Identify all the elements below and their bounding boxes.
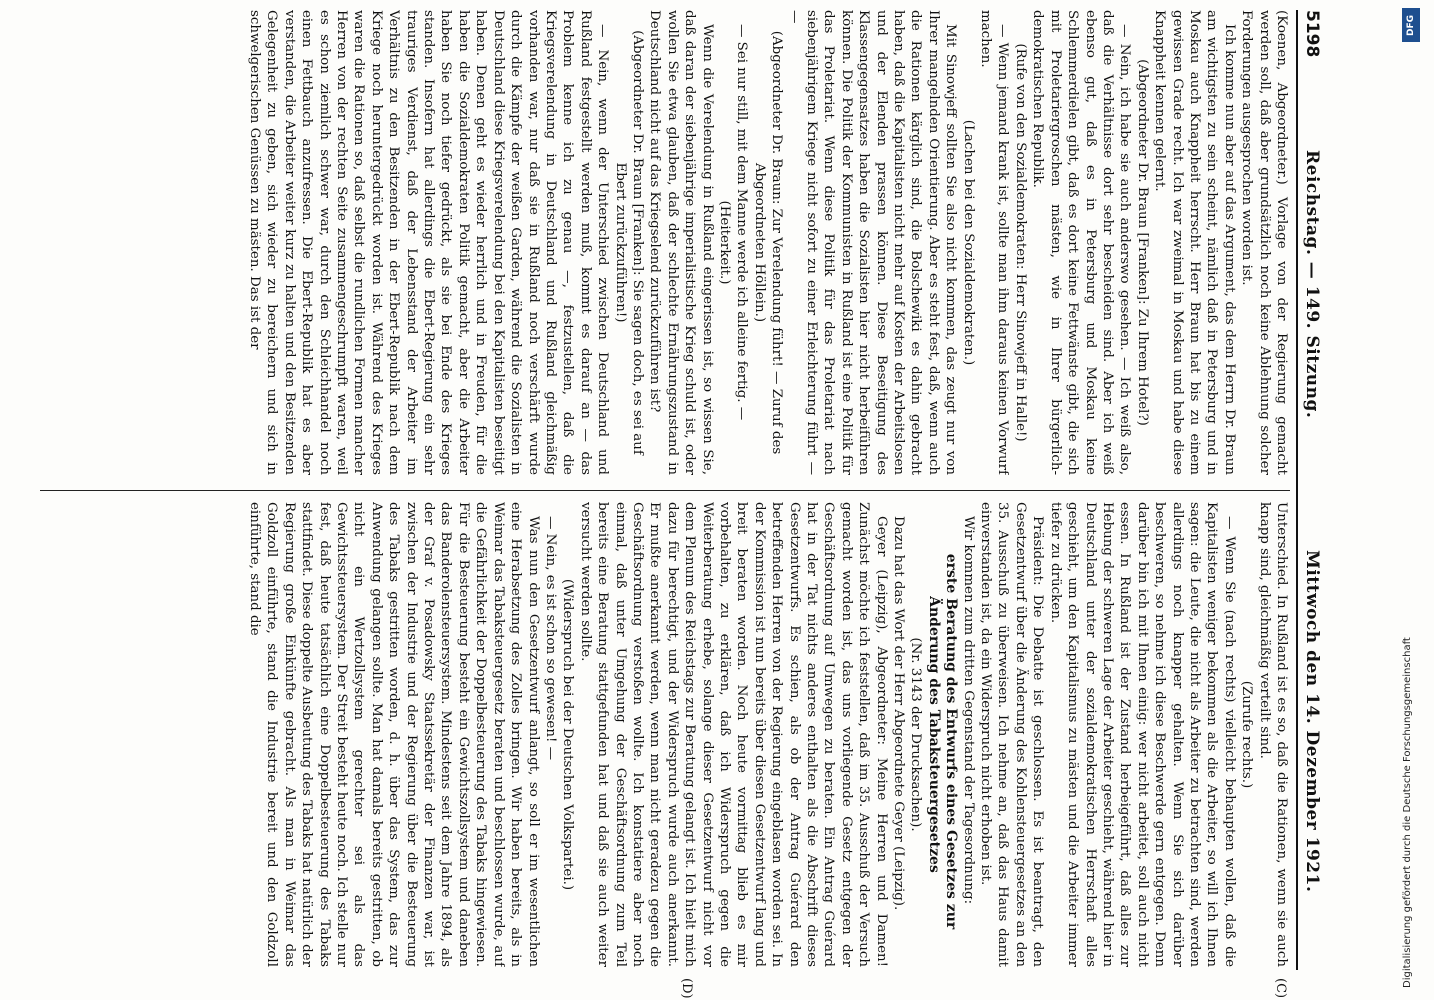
paragraph: Unterschied. In Rußland ist es so, daß die Rationen, wenn sie auch knapp sind, gleichmäßig verteilt sind. — [1256, 502, 1289, 967]
paragraph: Mit Sinowjeff sollten Sie also nicht kommen, das zeugt nur von Ihrer mangelnden Orientierung. Aber es steht fest, daß, wenn auch die Rationen kärglich sind, die Bolschewiki es dahin gebracht haben, daß die Kapitalisten nicht mehr auf Kosten der Arbeitslosen und der Elenden prassen können. Diese Beseitigung des Klassengegensatzes haben die Sozialisten hier nicht herbeiführen können. Die Politik der Kommunisten in Rußland ist eine Politik für das Proletariat. Wenn diese Politik für das Proletariat nach siebenjährigem Kriege nicht sofort zu einer Erleichterung führt — — — [786, 10, 959, 475]
paragraph: — Wenn Sie (nach rechts) vielleicht behaupten wollen, daß die Kapitalisten weniger bekommen als die Arbeiter, so will ich Ihnen sagen: die Leute, die nicht als Arbeiter zu betrachten sind, werden allerdings noch knapper gehalten. Wenn Sie sich darüber beschweren, so nehme ich diese Beschwerde gern entgegen. Denn darüber bin ich mit Ihnen einig: wer nicht arbeitet, soll auch nicht essen. In Rußland ist der Zustand herbeigeführt, daß alles zur Hebung der schweren Lage der Arbeiter geschieht, während hier in Deutschland unter der sozialdemokratischen Herrschaft alles geschieht, um den Kapitalismus zu mästen und die Arbeiter immer tiefer zu drücken. — [1047, 502, 1237, 967]
paragraph: (Koenen, Abgeordneter.) Vorlage von der Regierung gemacht werden soll, daß aber grundsätzlich noch keine Ablehnung solcher Forderungen ausgesprochen worden ist. — [1239, 10, 1289, 475]
running-header — [1296, 10, 1324, 970]
margin-marker-c: (C) — [1273, 978, 1288, 999]
interjection: (Rufe von den Sozialdemokraten: Herr Sinowjeff in Halle!) — [1012, 43, 1028, 442]
interjection: (Widerspruch bei der Deutschen Volkspartei.) — [560, 578, 576, 891]
paragraph: Präsident: Die Debatte ist geschlossen. Es ist beantragt, den Gesetzentwurf über die Änderung des Kohlensteuergesetzes an den 35. Ausschuß zu überweisen. Ich nehme an, daß das Haus damit einverstanden ist, da ein Widerspruch nicht erhoben ist. — [978, 502, 1046, 967]
paragraph: Ich komme nun aber auf das Argument, das dem Herrn Dr. Braun am wichtigsten zu sein scheint, nämlich daß in Petersburg und in Moskau auch Knappheit herrscht. Herr Braun hat bis zu einem gewissen Grade recht. Ich war zweimal in Moskau und habe diese Knappheit kennen gelernt. — [1152, 10, 1237, 475]
agenda-item-reference: (Nr. 3143 der Drucksachen). — [908, 637, 924, 832]
margin-marker-d: (D) — [679, 978, 694, 999]
interjection: (Abgeordneter Dr. Braun [Franken]: Zu Ihrem Hotel?) — [1134, 59, 1150, 426]
right-column — [30, 502, 1290, 967]
paragraph: Dazu hat das Wort der Herr Abgeordnete Geyer (Leipzig). — [891, 516, 907, 911]
header-date: Mittwoch den 14. Dezember 1921. — [1302, 550, 1322, 893]
interjection: (Lachen bei den Sozialdemokraten.) — [960, 119, 976, 366]
header-session-title: Reichstag. — 149. Sitzung. — [1302, 150, 1322, 419]
interjection: (Heiterkeit.) — [717, 200, 732, 285]
paragraph: — Nein, es ist schon so gewesen! — — [542, 516, 558, 761]
paragraph: — Nein, ich habe sie auch anderswo gesehen. — Ich weiß also, daß die Verhältnisse dort sehr bescheiden sind. Aber ich weiß ebenso gut, daß es in Petersburg und Moskau keine Schlemmerdielen gibt, daß es dort keine Fettwänste gibt, die sich mit Proletariergroschen mästen, wie in Ihrer bürgerlich-demokratischen Republik. — [1030, 10, 1133, 475]
interjection: (Abgeordneter Dr. Braun [Franken]: Sie sagen doch, es sei auf Ebert zurückzuführen!) — [612, 30, 645, 455]
paragraph: — Nein, wenn der Unterschied zwischen Deutschland und Rußland festgestellt werden muß, kommt es darauf an — das Problem kenne ich zu genau —, festzustellen, daß die Kriegsverelendung in Deutschland und Rußland gleichmäßig vorhanden war, nur daß sie in Rußland noch verschärft wurde durch die Kämpfe der weißen Garden, während die Sozialisten in Deutschland diese Kriegsverelendung bei den Kapitalisten beseitigt haben. Denen geht es wieder herrlich und in Freuden, für die haben die Sozialdemokraten Politik gemacht, aber die Arbeiter haben Sie noch tiefer gedrückt, als sie bei Ende des Krieges standen. Insofern hat allerdings die Ebert-Regierung ein sehr trauriges Verdienst, daß der Lebensstand der Arbeiter im Verhältnis zu den Besitzenden in der Ebert-Republik nach dem Kriege noch heruntergedrückt worden ist. Während des Krieges waren die Rationen so, daß selbst die rundlichen Formen mancher Herren von der rechten Seite zusammengeschrumpft waren, weil es schon ziemlich schwer war, durch den Schleichhandel noch einen Fettbauch anzufressen. Die Ebert-Republik hat es aber verstanden, die Arbeiter weiter kurz zu halten und den Besitzenden Gelegenheit zu geben, sich wieder zu bereichern und sich in schwelgerischen Genüssen zu mästen. Das ist der — [247, 10, 611, 475]
paragraph: Wir kommen zum dritten Gegenstand der Tagesordnung: — [960, 516, 976, 905]
page-body — [14, 10, 1324, 999]
interjection: (Abgeordneter Dr. Braun: Zur Verelendung führt! — Zuruf des Abgeordneten Höllein.) — [751, 30, 785, 455]
column-divider — [40, 490, 1290, 491]
paragraph: Was nun den Gesetzentwurf anlangt, so soll er im wesentlichen eine Herabsetzung des Zolles bringen. Wir haben bereits, als in Weimar das Tabaksteuergesetz beraten und beschlossen wurde, auf die Gefährlichkeit der Doppelbesteuerung des Tabaks hingewiesen. Für die Besteuerung besteht ein Gewichtszollsystem und daneben das Banderolensteuersystem. Mindestens seit dem Jahre 1894, als der Graf v. Posadowsky Staatssekretär der Finanzen war, ist zwischen der Industrie und der Regierung über die Besteuerung des Tabaks gestritten worden, d. h. über das System, das zur Anwendung gelangen sollte. Man hat damals bereits gestritten, ob nicht ein Wertzollsystem gerechter sei als das Gewichtssteuersystem. Der Streit besteht heute noch. Ich stelle nur fest, daß heute tatsächlich eine Doppelbesteuerung des Tabaks stattfindet. Diese doppelte Ausbeutung des Tabaks hat natürlich der Regierung große Einkünfte gebracht. Als man in Weimar das Goldzoll einführte, stand die Industrie bereit und den Goldzoll einführte, stand die — [247, 502, 541, 967]
digitization-credit — [1398, 8, 1428, 993]
paragraph: Geyer (Leipzig), Abgeordneter: Meine Herren und Damen! Zunächst möchte ich feststellen, daß im 35. Ausschuß der Versuch gemacht worden ist, das uns vorliegende Gesetz entgegen der Geschäftsordnung auf Umwegen zu beraten. Ein Antrag Guérard hat in der Tat nichts anderes enthalten als die Abschrift dieses Gesetzentwurfs. Es schien, als ob der Antrag Guérard den betreffenden Herren von der Regierung eingeblasen worden sei. In der Kommission ist nun bereits über diesen Gesetzentwurf lang und breit beraten worden. Noch heute vormittag blieb es mir vorbehalten, zu erklären, daß ich Widerspruch gegen die Weiterberatung erhebe, solange dieser Gesetzentwurf nicht vor dem Plenum des Reichstags zur Beratung gelangt ist. Ich hielt mich dazu für berechtigt, und der Widerspruch wurde auch anerkannt. Er mußte anerkannt werden, wenn man nicht geradezu gegen die Geschäftsordnung verstoßen wollte. Ich konstatiere aber noch einmal, daß unter Umgehung der Geschäftsordnung zum Teil bereits eine Beratung stattgefunden hat und daß sie auch weiter versucht werden sollte. — [577, 502, 889, 967]
dfg-credit-text: Digitalisierung gefördert durch die Deutsche Forschungsgemeinschaft — [1402, 637, 1413, 988]
agenda-item-heading: erste Beratung des Entwurfs eines Gesetzes zur Änderung des Tabaksteuergesetzes — [925, 553, 960, 930]
page-number: 5198 — [1302, 10, 1322, 58]
paragraph: Wenn die Verelendung in Rußland eingerissen ist, so wissen Sie, daß daran der siebenjährige imperialistische Krieg schuld ist, oder wollen Sie etwa glauben, daß der schlechte Ernährungszustand in Deutschland nicht auf das Kriegselend zurückzuführen ist? — [647, 10, 715, 475]
interjection: (Zurufe rechts.) — [1239, 680, 1255, 789]
paragraph: — Sei nur still, mit dem Manne werde ich alleine fertig. — — [734, 24, 750, 421]
paragraph: — Wenn jemand krank ist, sollte man ihm daraus keinen Vorwurf machen. — [978, 10, 1011, 475]
left-column — [30, 10, 1290, 475]
dfg-logo-badge: DFG — [1402, 8, 1420, 42]
